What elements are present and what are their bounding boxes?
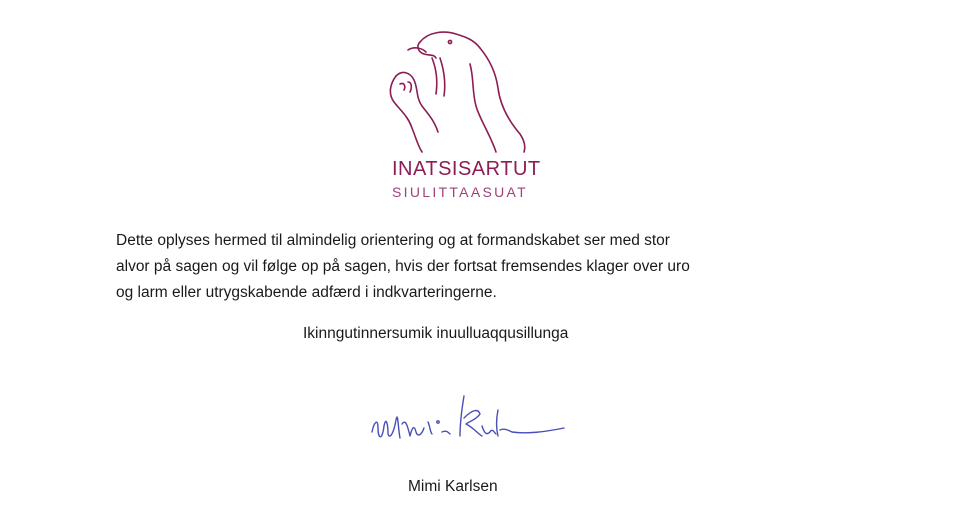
organization-subtitle: SIULITTAASUAT — [392, 184, 528, 200]
handwritten-signature-icon — [368, 388, 568, 454]
body-line: alvor på sagen og vil følge op på sagen, hvis der fortsat fremsendes klager over uro — [116, 258, 690, 275]
signer-name: Mimi Karlsen — [408, 478, 498, 495]
organization-name: INATSISARTUT — [392, 158, 541, 180]
body-line: og larm eller utrygskabende adfærd i indkvarteringerne. — [116, 284, 497, 301]
letter-body — [116, 228, 836, 306]
body-line: Dette oplyses hermed til almindelig orientering og at formandskabet ser med stor — [116, 232, 670, 249]
closing-greeting: Ikinngutinnersumik inuulluaqqusillunga — [303, 325, 569, 342]
walrus-logo-icon — [378, 24, 538, 159]
